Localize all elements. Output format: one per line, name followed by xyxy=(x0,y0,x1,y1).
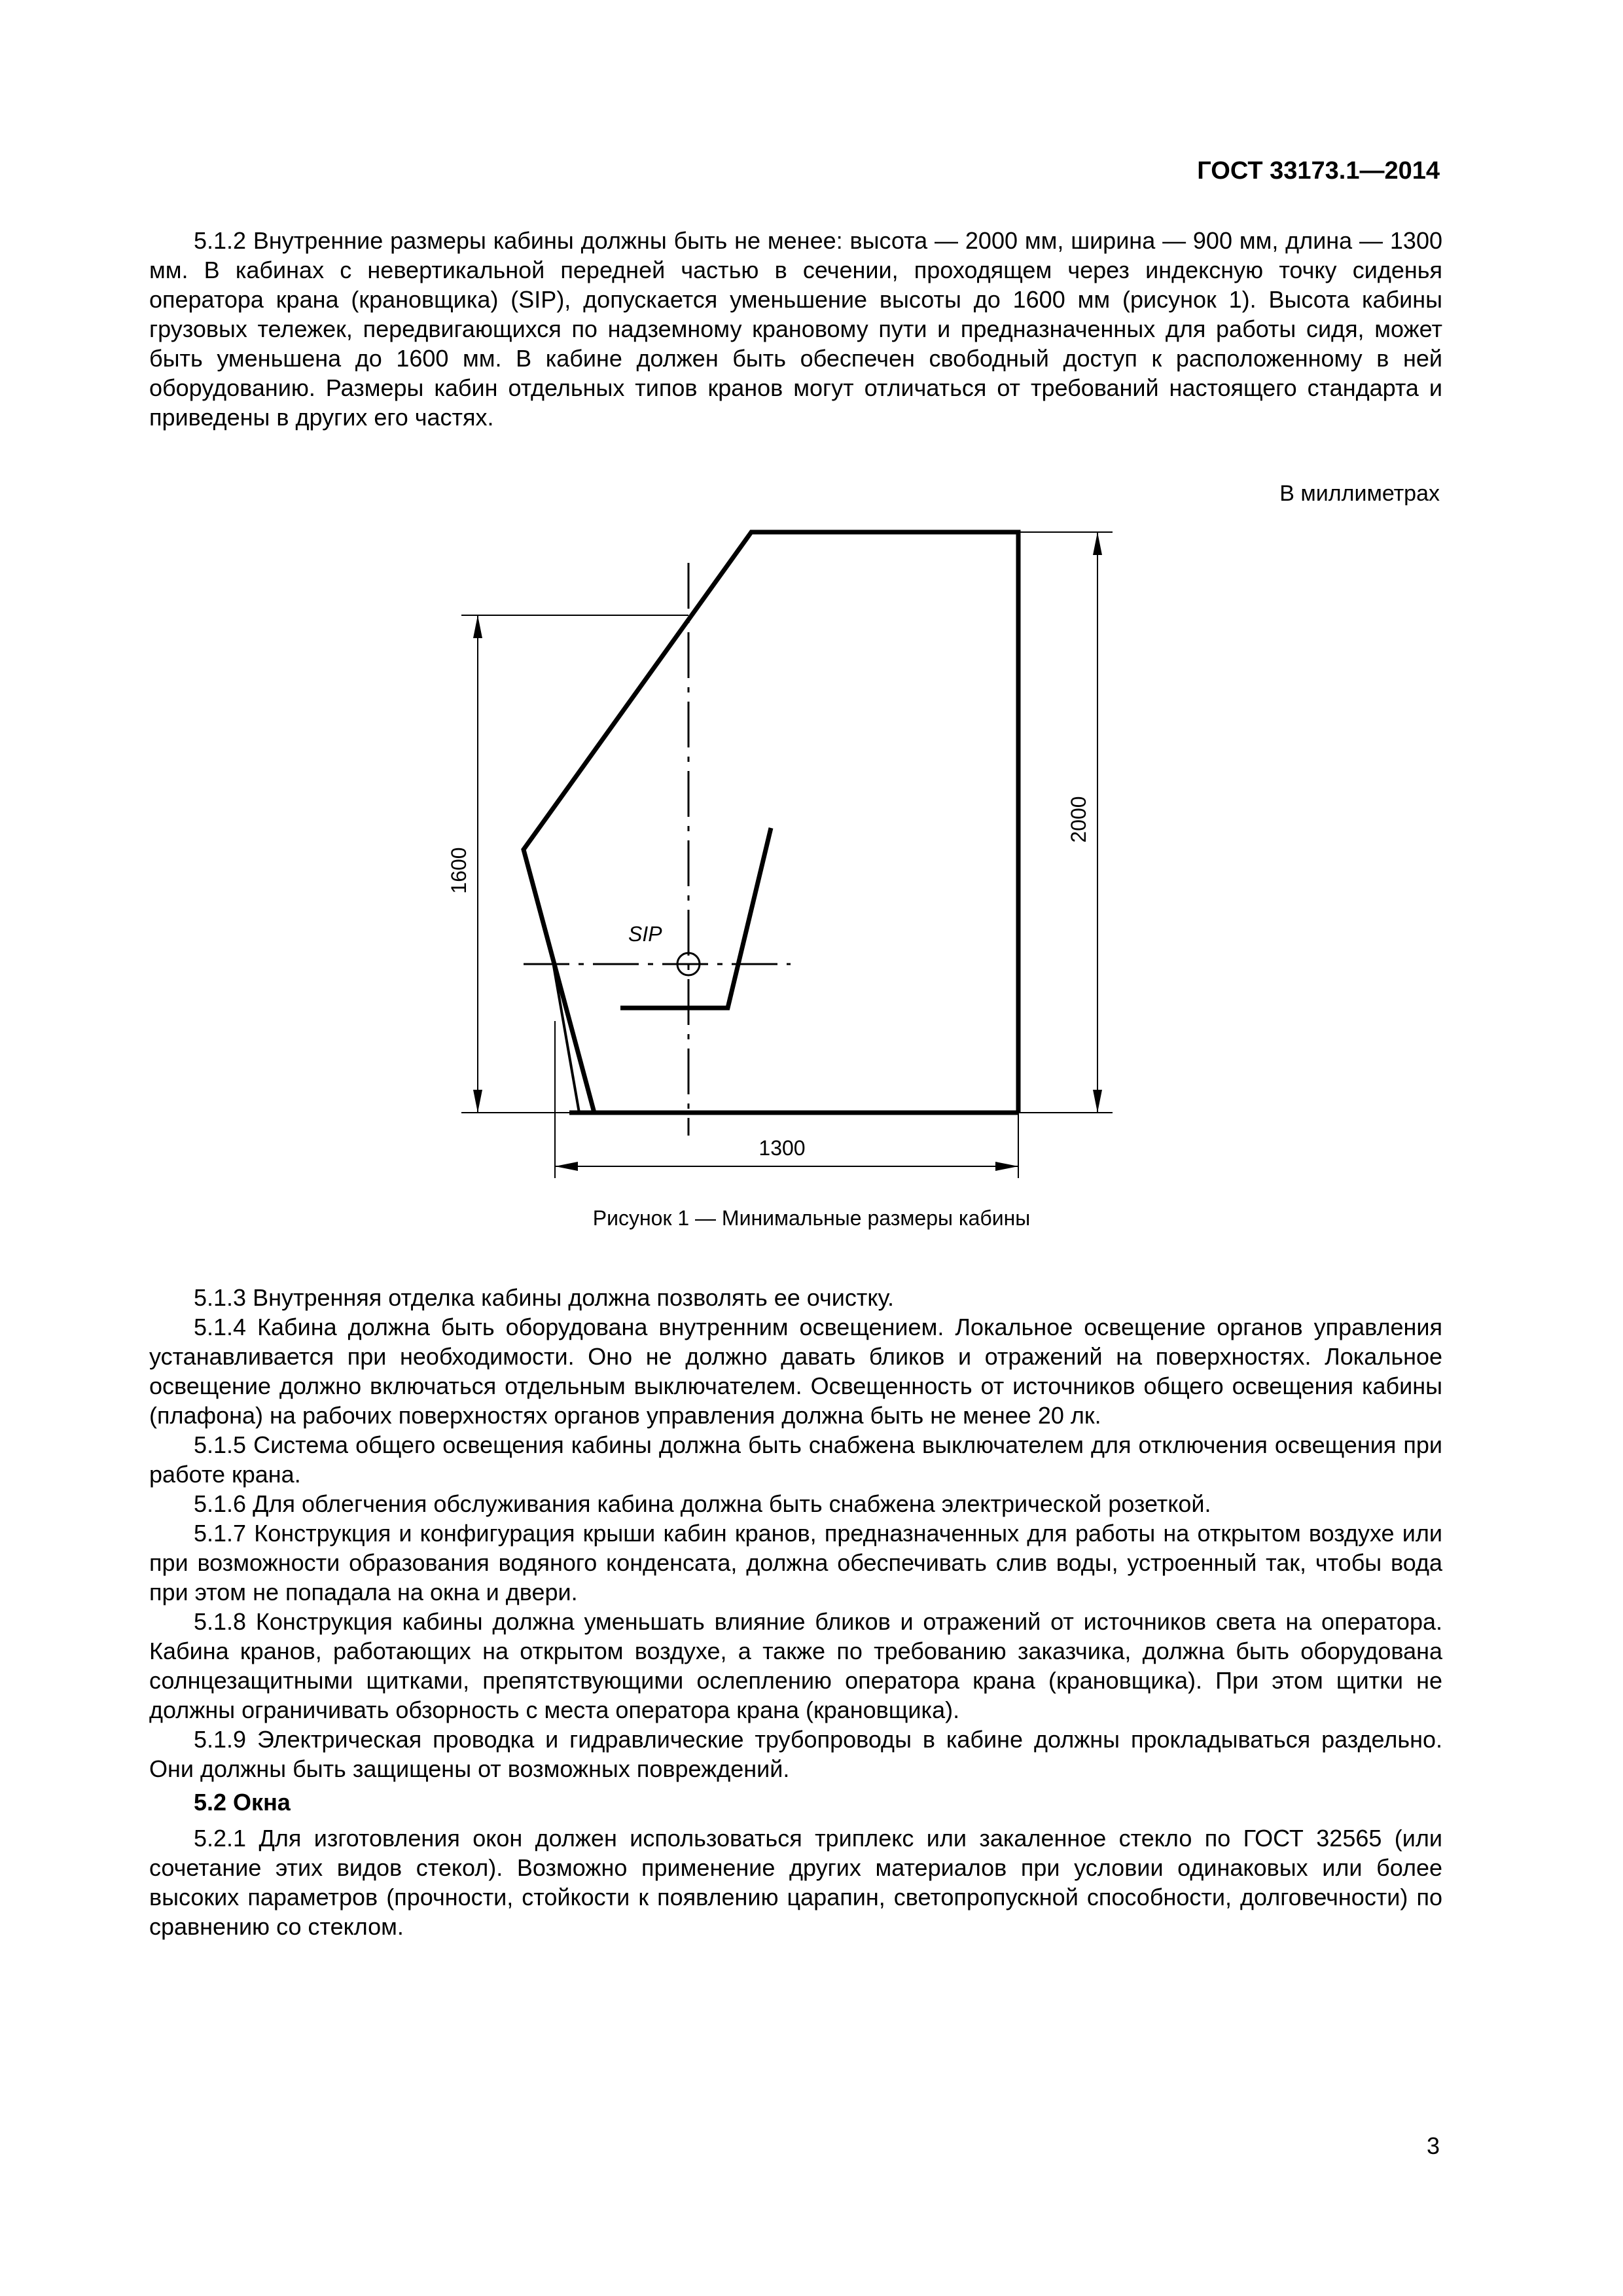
dim-2000-arrow-bottom xyxy=(1093,1090,1102,1113)
document-header: ГОСТ 33173.1—2014 xyxy=(1197,157,1440,185)
paragraph-5-1-2: 5.1.2 Внутренние размеры кабины должны быть не менее: высота — 2000 мм, ширина — 900 мм, длина — 1300 мм. В кабинах с невертикальной передней частью в сечении, проходящем через индексную точку сиденья оператора крана (крановщика) (SIP), допускается уменьшение высоты до 1600 мм (рисунок 1). Высота кабины грузовых тележек, передвигающихся по надземному крановому пути и предназначенных для работы сидя, может быть уменьшена до 1600 мм. В кабине должен быть обеспечен свободный доступ к расположенному в ней оборудованию. Размеры кабин отдельных типов кранов могут отличаться от требований настоящего стандарта и приведены в других его частях. xyxy=(149,227,1442,431)
paragraph-5-1-3: 5.1.3 Внутренняя отделка кабины должна позволять ее очистку. xyxy=(194,1284,894,1311)
page-number: 3 xyxy=(1426,2132,1440,2159)
section-heading-5-2: 5.2 Окна xyxy=(194,1789,291,1816)
paragraph-5-1-4: 5.1.4 Кабина должна быть оборудована внутренним освещением. Локальное освещение органов управления устанавливается при необходимости. Оно не должно давать бликов и отражений на поверхностях. Локальное освещение должно включаться отдельным выключателем. Освещенность от источников общего освещения кабины (плафона) на рабочих поверхностях органов управления должна быть не менее 20 лк. xyxy=(149,1314,1442,1429)
paragraph-5-1-6: 5.1.6 Для облегчения обслуживания кабина должна быть снабжена электрической розеткой. xyxy=(194,1490,1211,1517)
operator-seat xyxy=(620,828,771,1008)
figure-caption: Рисунок 1 — Минимальные размеры кабины xyxy=(592,1206,1031,1230)
dim-1300-arrow-left xyxy=(555,1162,578,1171)
dim-1600-arrow-bottom xyxy=(473,1090,482,1113)
units-note: В миллиметрах xyxy=(1279,481,1440,506)
paragraph-5-1-7: 5.1.7 Конструкция и конфигурация крыши кабин кранов, предназначенных для работы на открытом воздухе или при возможности образования водяного конденсата, должна обеспечивать слив воды, устроенный так, чтобы вода при этом не попадала на окна и двери. xyxy=(149,1520,1442,1605)
sip-label: SIP xyxy=(628,922,662,946)
dim-1600-arrow-top xyxy=(473,615,482,638)
dim-1300-arrow-right xyxy=(995,1162,1018,1171)
dim-1300-label: 1300 xyxy=(758,1136,806,1160)
paragraph-5-2-1: 5.2.1 Для изготовления окон должен использоваться триплекс или закаленное стекло по ГОСТ 32565 (или сочетание этих видов стекол). Возможно применение других материалов при условии одинаковых или более высоких параметров (прочности, стойкости к появлению царапин, светопропускной способности, долговечности) по сравнению со стеклом. xyxy=(149,1825,1442,1940)
sections-text xyxy=(149,1283,1442,1941)
paragraph-5-1-8: 5.1.8 Конструкция кабины должна уменьшать влияние бликов и отражений от источников света на оператора. Кабина кранов, работающих на открытом воздухе, а также по требованию заказчика, должна быть оборудована солнцезащитными щитками, препятствующими ослеплению оператора крана (крановщика). При этом щитки не должны ограничивать обзорность с места оператора крана (крановщика). xyxy=(149,1608,1442,1723)
dim-1600-label: 1600 xyxy=(447,847,471,894)
dim-2000-label: 2000 xyxy=(1067,796,1090,843)
dim-2000-arrow-top xyxy=(1093,532,1102,555)
cabin-outline xyxy=(524,532,1018,1113)
paragraph-5-1-5: 5.1.5 Система общего освещения кабины должна быть снабжена выключателем для отключения освещения при работе крана. xyxy=(149,1431,1442,1488)
paragraph-5-1-9: 5.1.9 Электрическая проводка и гидравлические трубопроводы в кабине должны прокладываться раздельно. Они должны быть защищены от возможных повреждений. xyxy=(149,1726,1442,1782)
